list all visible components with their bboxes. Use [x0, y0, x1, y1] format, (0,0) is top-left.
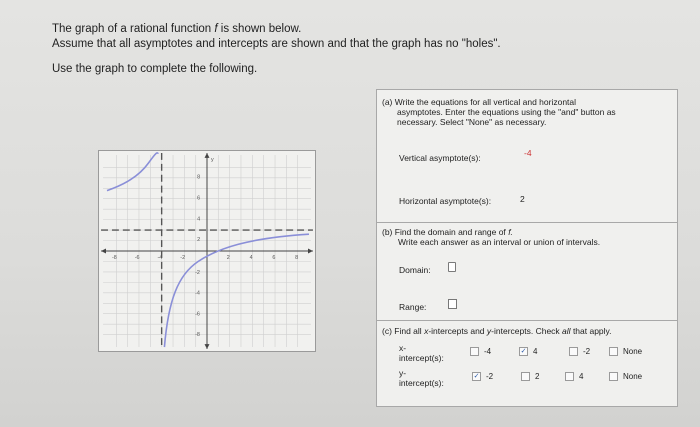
y-intercept-checkbox[interactable] — [565, 372, 574, 381]
x-intercept-option-none: None — [623, 347, 643, 356]
x-intercept-option: -2 — [583, 347, 591, 356]
y-intercept-none-checkbox[interactable] — [609, 372, 618, 381]
x-axis-arrow-right — [308, 249, 313, 254]
x-tick-label: 8 — [295, 254, 299, 261]
x-intercept-checkbox[interactable] — [470, 347, 479, 356]
vertical-asymptote-label: Vertical asymptote(s): — [399, 153, 481, 163]
x-intercepts-label: x- intercept(s): — [399, 343, 444, 363]
x-tick-label: -8 — [111, 254, 117, 261]
part-c-section — [377, 321, 677, 408]
rational-function-graph — [98, 150, 316, 352]
y-intercept-option: 2 — [535, 372, 540, 381]
intro-line-2: Assume that all asymptotes and intercepts are shown and that the graph has no "holes". — [52, 38, 501, 50]
range-label: Range: — [399, 302, 427, 312]
domain-input[interactable] — [448, 262, 456, 272]
intro-line-1: The graph of a rational function f is shown below. — [52, 23, 302, 35]
x-tick-label: 2 — [226, 254, 230, 261]
y-axis-label: y — [210, 156, 214, 163]
part-a-section — [377, 90, 677, 223]
horizontal-asymptote-label: Horizontal asymptote(s): — [399, 196, 492, 206]
y-intercept-option-none: None — [623, 372, 643, 381]
graph-svg — [99, 151, 315, 351]
answer-panel — [376, 89, 678, 407]
y-tick-label: 8 — [197, 174, 201, 181]
x-tick-label: 6 — [272, 254, 276, 261]
horizontal-asymptote-value[interactable]: 2 — [520, 194, 525, 204]
y-tick-label: -8 — [195, 332, 200, 339]
x-intercept-option: 4 — [533, 347, 538, 356]
y-tick-label: 2 — [197, 237, 201, 244]
y-intercept-option: -2 — [486, 372, 494, 381]
part-c-prompt: (c) Find all x-intercepts and y-intercepts. Check all that apply. — [382, 326, 612, 336]
y-intercept-checkbox-checked[interactable]: ✓ — [473, 373, 480, 380]
part-a-prompt: (a) Write the equations for all vertical and horizontal asymptotes. Enter the equations using the "and" button as necessary. Select "None" as necessary. — [382, 97, 616, 127]
y-tick-label: -2 — [195, 269, 200, 276]
y-intercept-checkbox[interactable] — [521, 372, 530, 381]
intro-text — [52, 22, 501, 52]
y-intercepts-label: y- intercept(s): — [399, 368, 444, 388]
y-tick-label: -4 — [195, 290, 200, 297]
part-b-section — [377, 223, 677, 321]
x-tick-label: 4 — [249, 254, 253, 261]
x-intercept-checkbox-checked[interactable]: ✓ — [520, 348, 527, 355]
y-axis-arrow-up — [205, 153, 210, 158]
y-tick-label: -6 — [195, 311, 200, 318]
vertical-asymptote-value[interactable]: -4 — [524, 148, 532, 158]
y-axis-arrow-down — [205, 344, 210, 349]
y-intercept-option: 4 — [579, 372, 584, 381]
x-tick-label: -2 — [180, 254, 186, 261]
x-intercept-option: -4 — [484, 347, 492, 356]
y-tick-label: 4 — [197, 216, 201, 223]
x-axis-arrow-left — [101, 249, 106, 254]
x-intercept-none-checkbox[interactable] — [609, 347, 618, 356]
x-tick-label: -4 — [157, 254, 163, 261]
x-intercept-checkbox[interactable] — [569, 347, 578, 356]
range-input[interactable] — [448, 299, 457, 309]
y-tick-label: 6 — [197, 195, 201, 202]
domain-label: Domain: — [399, 265, 431, 275]
part-b-prompt: (b) Find the domain and range of f. Write each answer as an interval or union of intervals. — [382, 227, 601, 247]
curve-left-branch — [107, 153, 158, 191]
instruction-text: Use the graph to complete the following. — [52, 63, 258, 75]
x-tick-label: -6 — [134, 254, 140, 261]
